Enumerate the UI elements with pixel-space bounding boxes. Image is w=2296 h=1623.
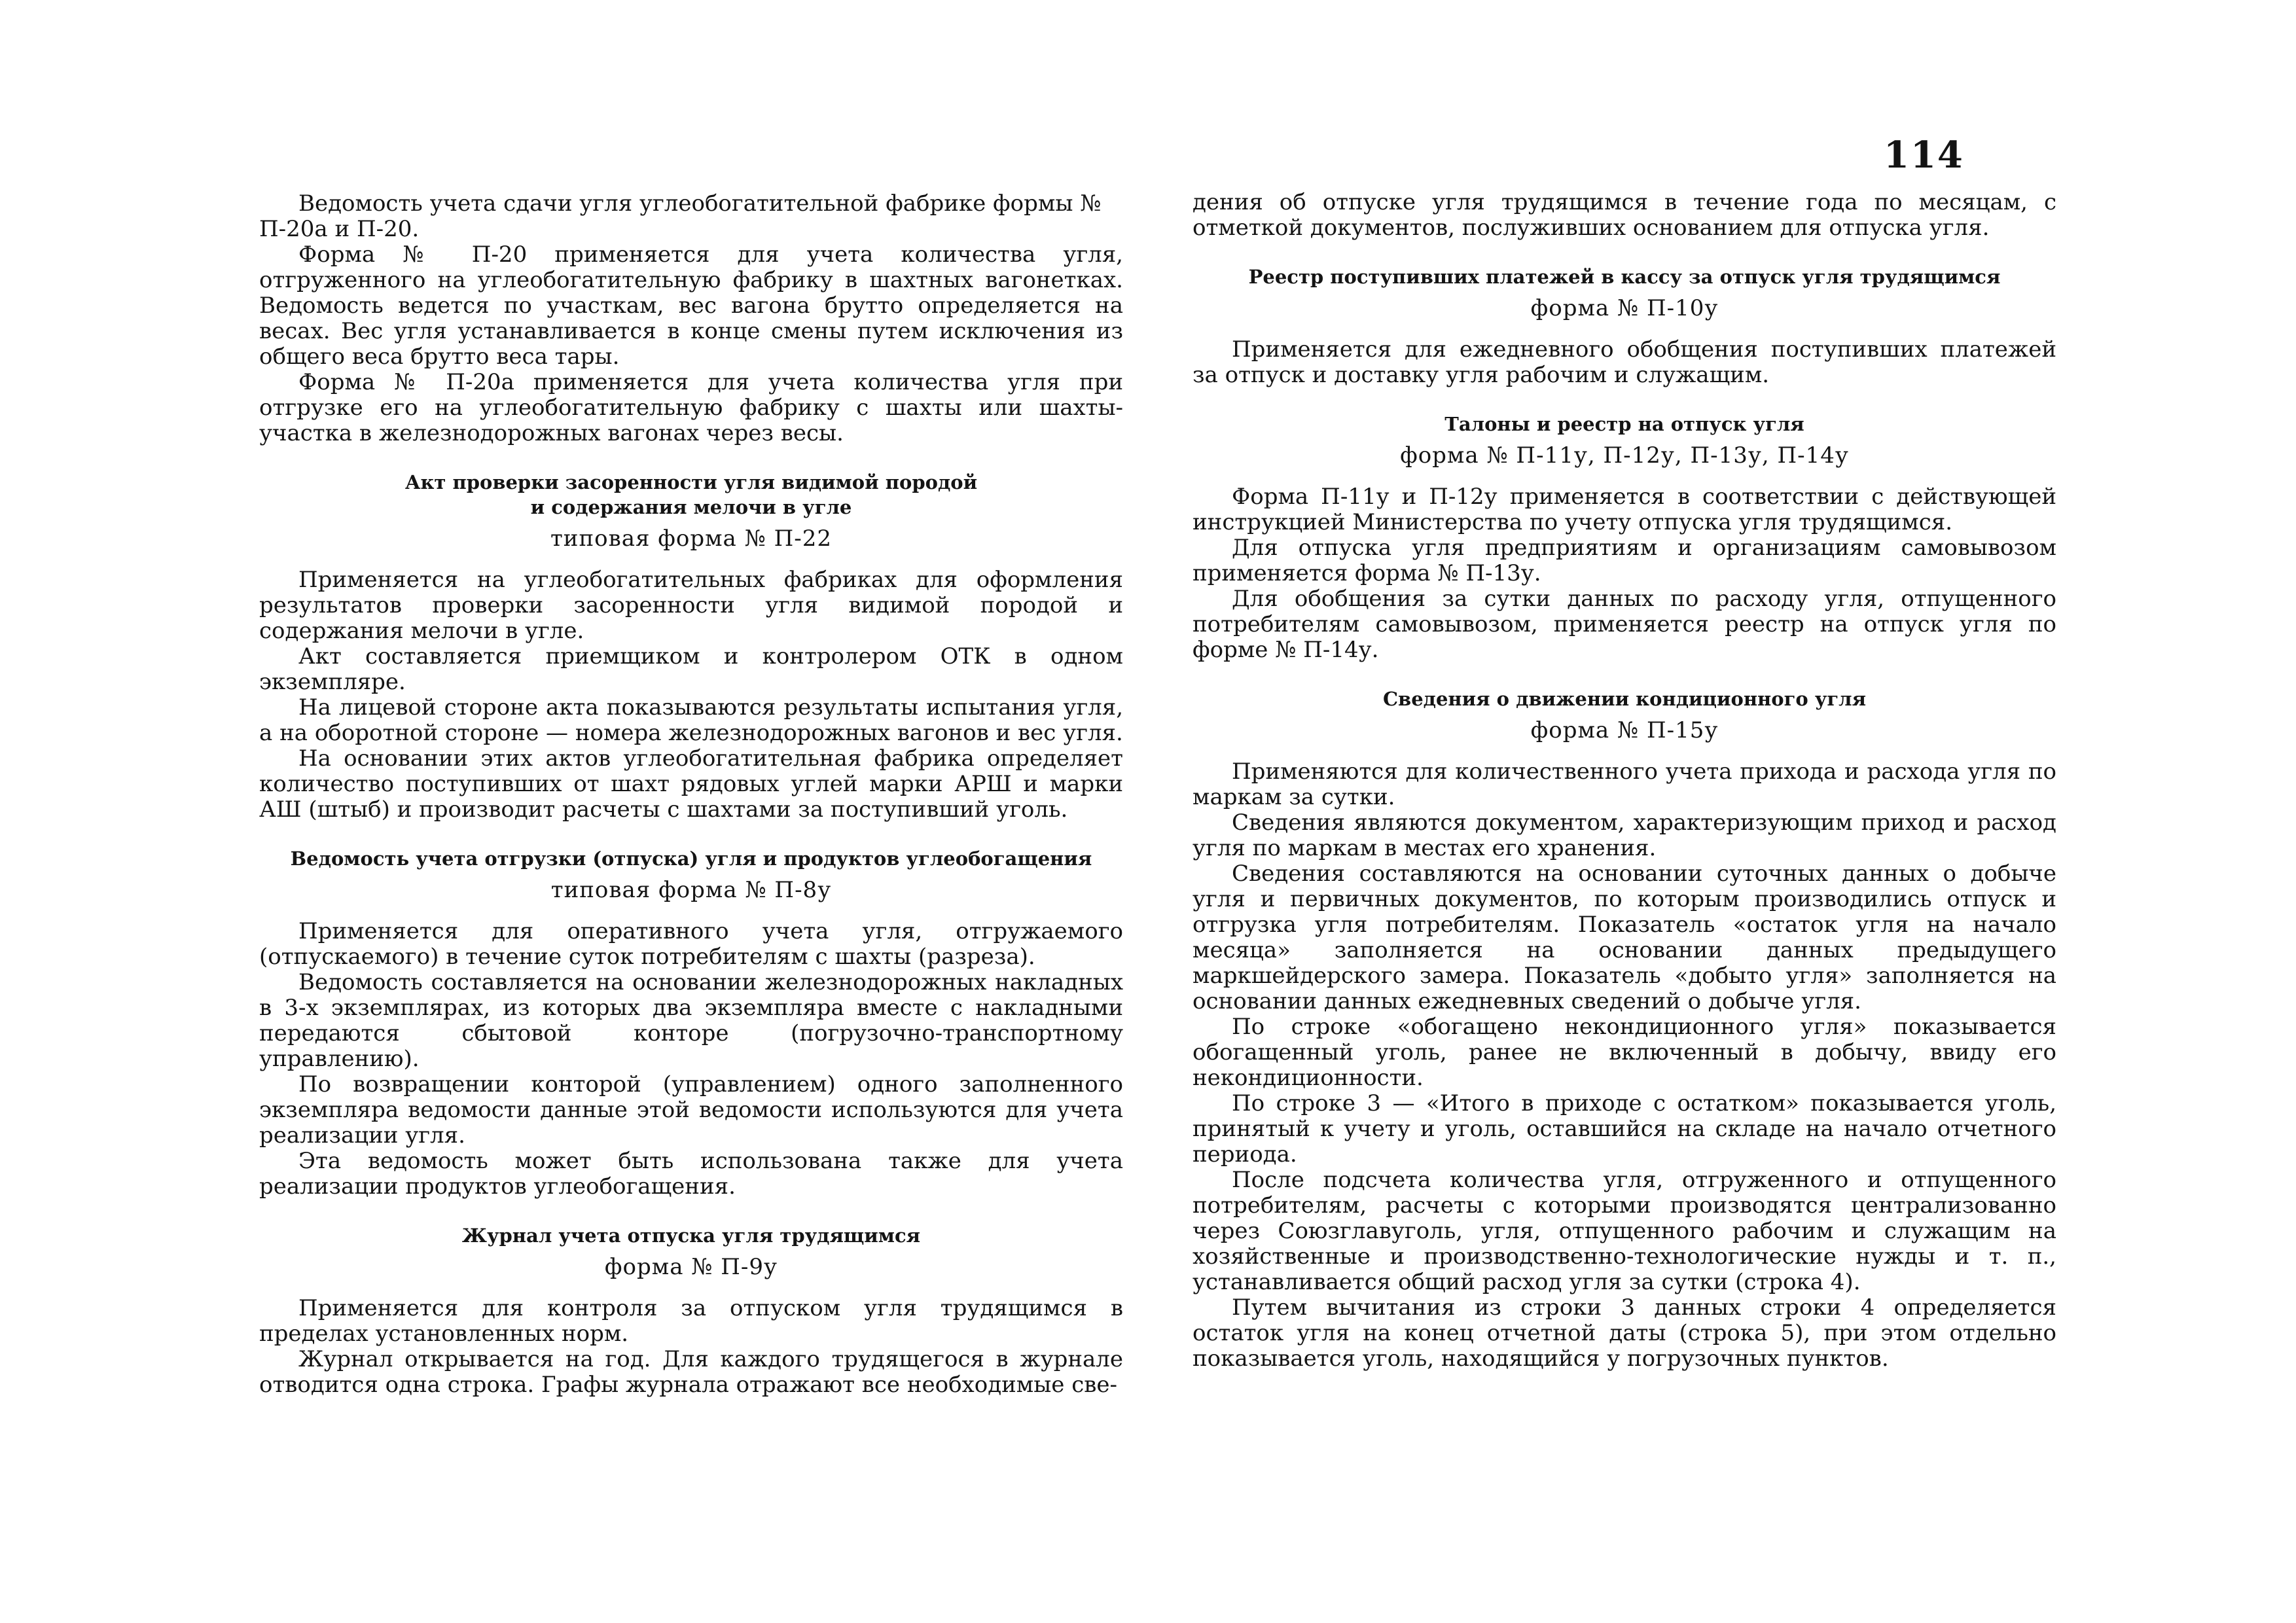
form-label: форма № П-15у: [1530, 717, 1719, 743]
paragraph: Применяется на углеобогатительных фабриках для оформления результатов проверки засоренности угля видимой породой и содержания мелочи в угле.: [259, 567, 1123, 644]
section-title: Ведомость учета отгрузки (отпуска) угля и продуктов углеобогащения: [290, 847, 1092, 870]
paragraph: Журнал открывается на год. Для каждого трудящегося в журнале отводится одна строка. Графы журнала отражают все необходимые све-: [259, 1346, 1123, 1398]
paragraph: Применяется для контроля за отпуском угля трудящимся в пределах установленных норм.: [259, 1295, 1123, 1347]
section-title-line: Акт проверки засоренности угля видимой породой: [404, 471, 978, 493]
paragraph: Ведомость составляется на основании железнодорожных накладных в 3-х экземплярах, из которых два экземпляра вместе с накладными передаются сбытовой конторе (погрузочно-транспортному управлению).: [259, 969, 1123, 1072]
paragraph: После подсчета количества угля, отгруженного и отпущенного потребителям, расчеты с которыми производятся централизованно через Союзглавуголь, угля, отпущенного рабочим и служащим на хозяйственные и производственно-технологические нужды и т. п., устанавливается общий расход угля за сутки (строка 4).: [1193, 1167, 2056, 1295]
section-title: Талоны и реестр на отпуск угля: [1444, 413, 1804, 435]
paragraph: Применяется для оперативного учета угля, отгружаемого (отпускаемого) в течение суток потребителям с шахты (разреза).: [259, 918, 1123, 970]
paragraph: По возвращении конторой (управлением) одного заполненного экземпляра ведомости данные этой ведомости используются для учета реализации угля.: [259, 1071, 1123, 1149]
paragraph: Применяется для ежедневного обобщения поступивших платежей за отпуск и доставку угля рабочим и служащим.: [1193, 336, 2056, 388]
form-label: форма № П-11у, П-12у, П-13у, П-14у: [1400, 442, 1849, 469]
form-label: типовая форма № П-8у: [550, 877, 832, 903]
paragraph: Эта ведомость может быть использована также для учета реализации продуктов углеобогащения.: [259, 1148, 1123, 1200]
paragraph: Сведения являются документом, характеризующим приход и расход угля по маркам в местах его хранения.: [1193, 810, 2056, 861]
intro-title: Ведомость учета сдачи угля углеобогатительной фабрике формы № П-20а и П-20.: [259, 190, 1102, 242]
paragraph: Акт составляется приемщиком и контролером ОТК в одном экземпляре.: [259, 643, 1123, 695]
section-title: [259, 470, 1123, 520]
section-title-line: и содержания мелочи в угле: [530, 496, 852, 518]
paragraph: Для обобщения за сутки данных по расходу угля, отпущенного потребителям самовывозом, применяется реестр на отпуск угля по форме № П-14у.: [1193, 586, 2056, 663]
paragraph: Путем вычитания из строки 3 данных строки 4 определяется остаток угля на конец отчетной даты (строка 5), при этом отдельно показывается уголь, находящийся у погрузочных пунктов.: [1193, 1294, 2056, 1372]
paragraph: На основании этих актов углеобогатительная фабрика определяет количество поступивших от шахт рядовых углей марки АРШ и марки АШ (штыб) и производит расчеты с шахтами за поступивший уголь.: [259, 745, 1123, 823]
paragraph: Форма П-11у и П-12у применяется в соответствии с действующей инструкцией Министерства по учету отпуска угля трудящимся.: [1193, 484, 2056, 535]
paragraph: На лицевой стороне акта показываются результаты испытания угля, а на оборотной стороне — номера железнодорожных вагонов и вес угля.: [259, 694, 1123, 746]
page-number: 114: [1884, 134, 1964, 177]
left-column: [259, 191, 1123, 1398]
right-column: [1193, 190, 2056, 1372]
section-title: Сведения о движении кондиционного угля: [1382, 688, 1867, 710]
section-title: Реестр поступивших платежей в кассу за отпуск угля трудящимся: [1248, 266, 2001, 288]
section-title: Журнал учета отпуска угля трудящимся: [461, 1224, 921, 1247]
paragraph: Применяются для количественного учета прихода и расхода угля по маркам за сутки.: [1193, 758, 2056, 810]
form-label: форма № П-9у: [604, 1254, 778, 1280]
paragraph: По строке 3 — «Итого в приходе с остатком» показывается уголь, принятый к учету и уголь, оставшийся на складе на начало отчетного периода.: [1193, 1090, 2056, 1168]
form-label: форма № П-10у: [1530, 295, 1719, 321]
paragraph: По строке «обогащено некондиционного угля» показывается обогащенный уголь, ранее не включенный в добычу, ввиду его некондиционности.: [1193, 1014, 2056, 1091]
paragraph: Форма № П-20 применяется для учета количества угля, отгруженного на углеобогатительную фабрику в шахтных вагонетках. Ведомость ведется по участкам, вес вагона брутто определяется на весах. Вес угля устанавливается в конце смены путем исключения из общего веса брутто веса тары.: [259, 241, 1123, 370]
form-label: типовая форма № П-22: [550, 526, 833, 552]
paragraph: дения об отпуске угля трудящимся в течение года по месяцам, с отметкой документов, послуживших основанием для отпуска угля.: [1193, 189, 2056, 241]
paragraph: Сведения составляются на основании суточных данных о добыче угля и первичных документов, по которым производились отпуск и отгрузка угля потребителям. Показатель «остаток угля на начало месяца» заполняется на основании данных предыдущего маркшейдерского замера. Показатель «добыто угля» заполняется на основании данных ежедневных сведений о добыче угля.: [1193, 861, 2056, 1014]
paragraph: Для отпуска угля предприятиям и организациям самовывозом применяется форма № П-13у.: [1193, 535, 2056, 586]
paragraph: Форма № П-20а применяется для учета количества угля при отгрузке его на углеобогатительную фабрику с шахты или шахты-участка в железнодорожных вагонах через весы.: [259, 369, 1123, 446]
